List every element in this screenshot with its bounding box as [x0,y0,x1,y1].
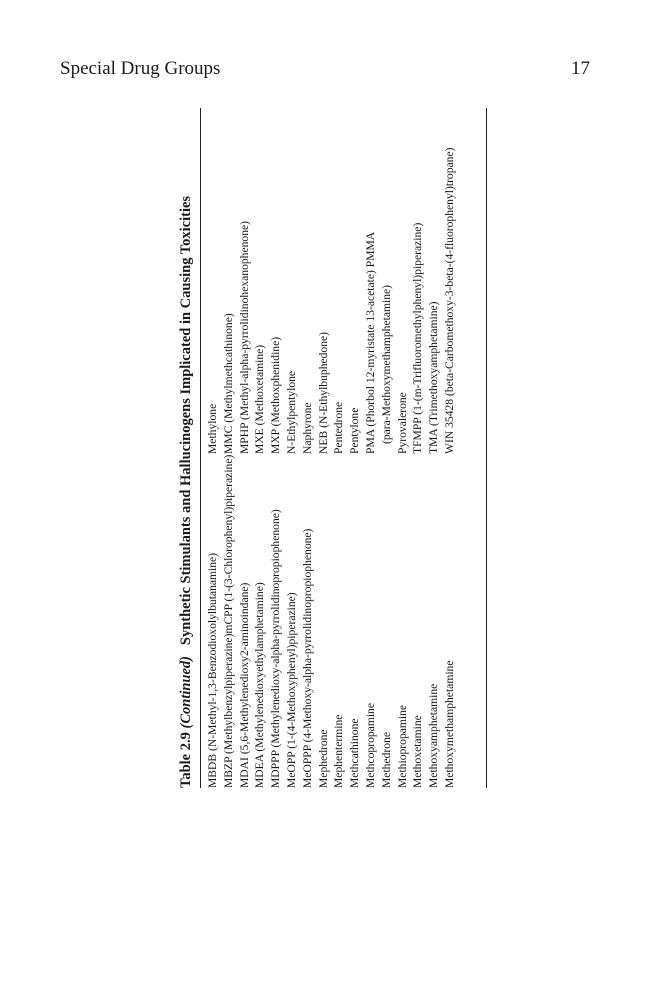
table-label: Table 2.9 [178,732,194,788]
running-head: Special Drug Groups [60,58,221,79]
table-cell: Methoxyamphetamine [427,683,441,788]
table-right-column [205,148,458,454]
table-cell: TFMPP (1-(m-Trifluoromethylphenyl)piperazine) [411,222,425,454]
table-cell: NEB (N-Ethylbuphedone) [316,331,330,454]
page-number: 17 [571,58,590,79]
table-cell: MXE (Methoxetamine) [253,344,267,454]
table-continued: (Continued) [178,655,194,729]
table-cell: (para-Methoxymethamphetamine) [379,284,393,444]
table-cell: Methoxetamine [411,715,425,788]
table-cell: PMA (Phorbol 12-myristate 13-acetate) PMMA [363,231,377,454]
table-cell: MPHP (Methyl-alpha-pyrrolidinohexanophenone) [237,220,251,454]
table-cell: Pentylone [348,407,362,454]
table-cell: MDAI (5,6-Methylenedioxy2-aminoindane) [237,582,251,788]
table-cell: MBDB (N-Methyl-1,3-Benzodioxolylbutanamine) [206,552,219,788]
table-cell: Methiopropamine [395,704,409,788]
table-cell: MDPPP (Methylenedioxy-alpha-pyrrolidinopropiophenone) [269,509,283,788]
table-cell: Mephedrone [316,729,330,788]
table-top-rule [200,108,201,788]
table-cell: Mephentermine [332,714,346,788]
table-cell: N-Ethylpentylone [284,370,298,454]
table-left-column [205,455,458,788]
table-cell: Methylone [206,403,219,454]
table-cell: Methcopropamine [363,703,377,788]
table-cell: MMC (Methylmethcathinone) [221,313,235,454]
table-bottom-rule [486,108,487,788]
table-caption [176,196,196,788]
rotated-table [176,108,496,788]
table-cell: Naphyrone [300,402,314,454]
table-cell: Methoxymethamphetamine [442,660,456,788]
table-cell: Pyrovalerone [395,392,409,454]
table-title: Synthetic Stimulants and Hallucinogens Implicated in Causing Toxicities [178,195,194,646]
table-cell: MeOPP (1-(4-Methoxyphenyl)piperazine) [284,592,298,788]
table-cell: WIN 35428 (beta-Carbomethoxy-3-beta-(4-fluorophenyl)tropane) [442,147,456,454]
table-cell: MBZP (Methylbenzylpiperazine)mCPP (1-(3-Chlorophenyl)piperazine) [221,454,235,788]
table-cell: TMA (Trimethoxyamphetamine) [427,301,441,454]
table-cell: Methedrone [379,731,393,788]
table-cell: Methcathinone [348,718,362,788]
table-cell: MeOPPP (4-Methoxy-alpha-pyrrolidinopropiophenone) [300,528,314,788]
table-cell: Pentedrone [332,401,346,454]
table-cell: MDEA (Methylenedioxyethylamphetamine) [253,582,267,788]
table-cell: MXP (Methoxphenidine) [269,336,283,454]
